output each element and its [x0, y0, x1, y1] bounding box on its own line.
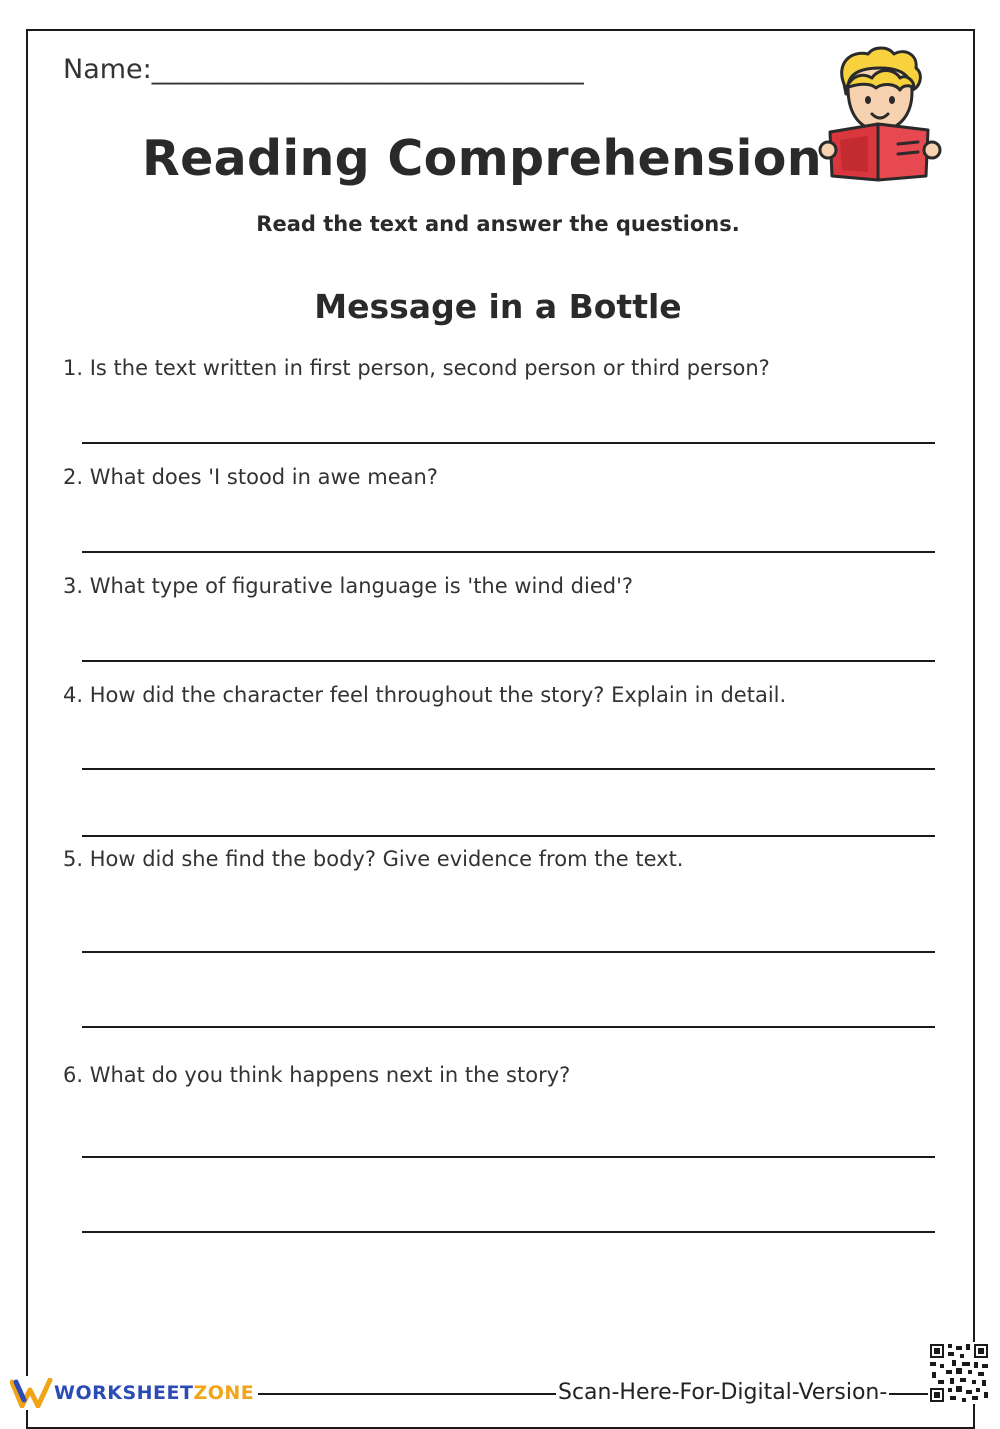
logo-text-accent: ZONE	[193, 1382, 255, 1404]
name-field-label: Name:________________________________	[63, 54, 584, 85]
worksheetzone-logo[interactable]	[10, 1376, 258, 1410]
worksheetzone-logo-icon	[10, 1378, 54, 1408]
question-4: 4. How did the character feel throughout the story? Explain in detail.	[63, 683, 787, 707]
page-border	[26, 29, 975, 1429]
question-2: 2. What does 'I stood in awe mean?	[63, 465, 438, 489]
answer-line[interactable]	[82, 768, 935, 770]
answer-line[interactable]	[82, 1231, 935, 1233]
question-5: 5. How did she find the body? Give evidence from the text.	[63, 847, 684, 871]
logo-text-main: WORKSHEET	[54, 1382, 194, 1404]
question-6: 6. What do you think happens next in the story?	[63, 1063, 571, 1087]
answer-line[interactable]	[82, 1026, 935, 1028]
question-3: 3. What type of figurative language is 'the wind died'?	[63, 574, 633, 598]
story-title: Message in a Bottle	[314, 287, 682, 326]
answer-line[interactable]	[82, 551, 935, 553]
answer-line[interactable]	[82, 835, 935, 837]
instructions: Read the text and answer the questions.	[256, 212, 740, 236]
qr-code-icon[interactable]	[928, 1342, 990, 1404]
scan-instruction: Scan-Here-For-Digital-Version-	[558, 1380, 888, 1405]
answer-line[interactable]	[82, 442, 935, 444]
answer-line[interactable]	[82, 1156, 935, 1158]
answer-line[interactable]	[82, 660, 935, 662]
question-1: 1. Is the text written in first person, second person or third person?	[63, 356, 770, 380]
page-title: Reading Comprehension	[142, 130, 822, 187]
answer-line[interactable]	[82, 951, 935, 953]
